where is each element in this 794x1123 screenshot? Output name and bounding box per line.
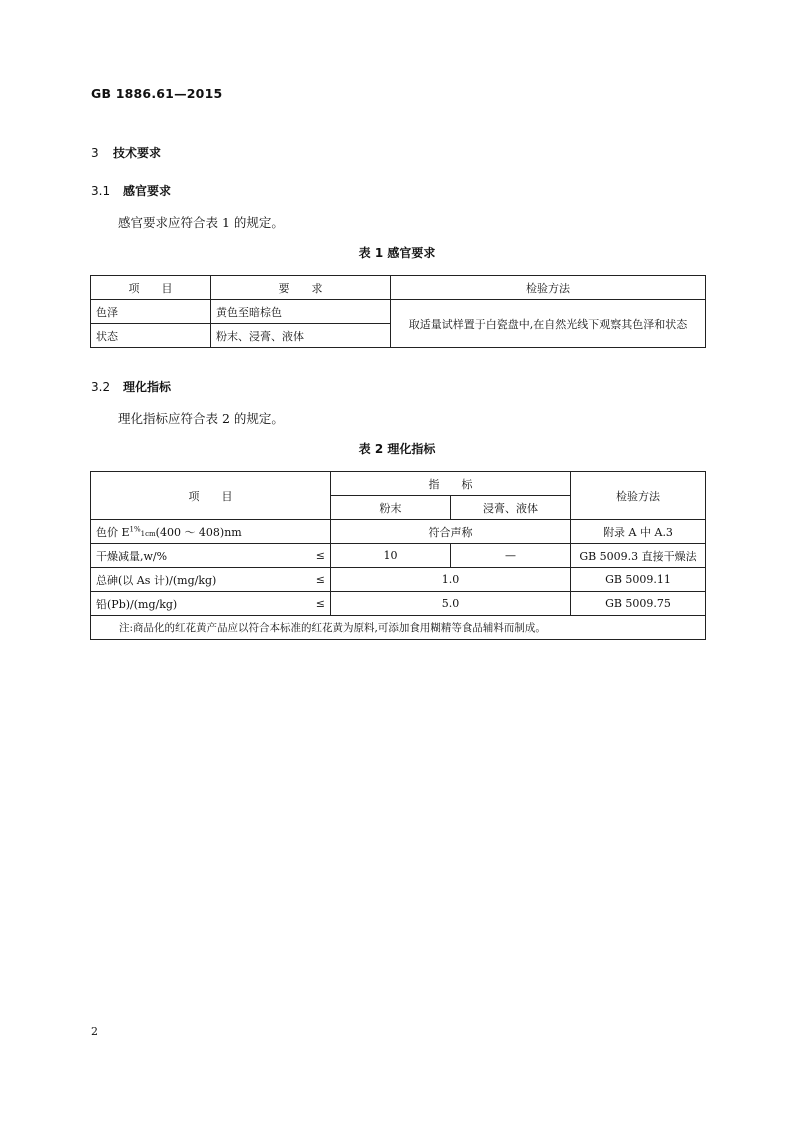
section-title: 感官要求 [123,184,172,198]
item-label: 铅(Pb)/(mg/kg) [96,597,178,611]
cell-item: 状态 [91,324,211,348]
cell-method: 取适量试样置于白瓷盘中,在自然光线下观察其色泽和状态 [391,300,706,348]
cell-item [91,592,331,616]
section-title: 理化指标 [123,380,172,394]
table-row [91,300,706,324]
cell-item [91,520,331,544]
cell-paste-liquid: — [451,544,571,568]
section-number: 3.1 [91,184,111,198]
cell-method: 附录 A 中 A.3 [571,520,706,544]
table-row [91,568,706,592]
cell-method: GB 5009.75 [571,592,706,616]
color-value-label: 色价 E [96,525,130,539]
section-number: 3 [91,146,99,160]
section-3-heading [91,144,161,161]
subscript: 1cm [140,529,156,538]
cell-powder: 10 [331,544,451,568]
cell-item [91,544,331,568]
cell-requirement: 黄色至暗棕色 [211,300,391,324]
table-1 [90,275,706,348]
standard-code: GB 1886.61—2015 [91,86,223,101]
page-number: 2 [91,1025,98,1038]
table-1-title: 表 1 感官要求 [358,246,436,260]
less-equal-symbol: ≤ [315,597,325,610]
table-2-title: 表 2 理化指标 [358,442,436,456]
section-title: 技术要求 [113,146,162,160]
cell-value: 1.0 [331,568,571,592]
less-equal-symbol: ≤ [315,549,325,562]
table-row [91,520,706,544]
header-requirement: 要 求 [211,276,391,300]
cell-item: 色泽 [91,300,211,324]
cell-value: 5.0 [331,592,571,616]
table-note: 注:商品化的红花黄产品应以符合本标准的红花黄为原料,可添加食用糊精等食品辅料而制成。 [91,616,706,640]
less-equal-symbol: ≤ [315,573,325,586]
item-label: 总砷(以 As 计)/(mg/kg) [96,573,217,587]
cell-item [91,568,331,592]
cell-requirement: 粉末、浸膏、液体 [211,324,391,348]
header-indicator: 指 标 [331,472,571,496]
header-item: 项 目 [91,276,211,300]
item-label: 干燥减量,w/% [96,549,168,563]
header-method: 检验方法 [571,472,706,520]
table-note-row [91,616,706,640]
table-2 [90,471,706,640]
header-item: 项 目 [91,472,331,520]
superscript: 1% [129,524,141,533]
table-header-row [91,472,706,496]
cell-value: 符合声称 [331,520,571,544]
section-number: 3.2 [91,380,111,394]
section-3-1-heading [91,182,171,199]
section-3-2-heading [91,378,171,395]
section-3-1-text: 感官要求应符合表 1 的规定。 [118,215,284,230]
cell-method: GB 5009.11 [571,568,706,592]
header-paste-liquid: 浸膏、液体 [451,496,571,520]
table-row [91,592,706,616]
section-3-2-text: 理化指标应符合表 2 的规定。 [118,411,284,426]
cell-method: GB 5009.3 直接干燥法 [571,544,706,568]
table-row [91,544,706,568]
header-powder: 粉末 [331,496,451,520]
table-header-row [91,276,706,300]
header-method: 检验方法 [391,276,706,300]
wavelength-range: (400 ～ 408)nm [155,525,242,539]
